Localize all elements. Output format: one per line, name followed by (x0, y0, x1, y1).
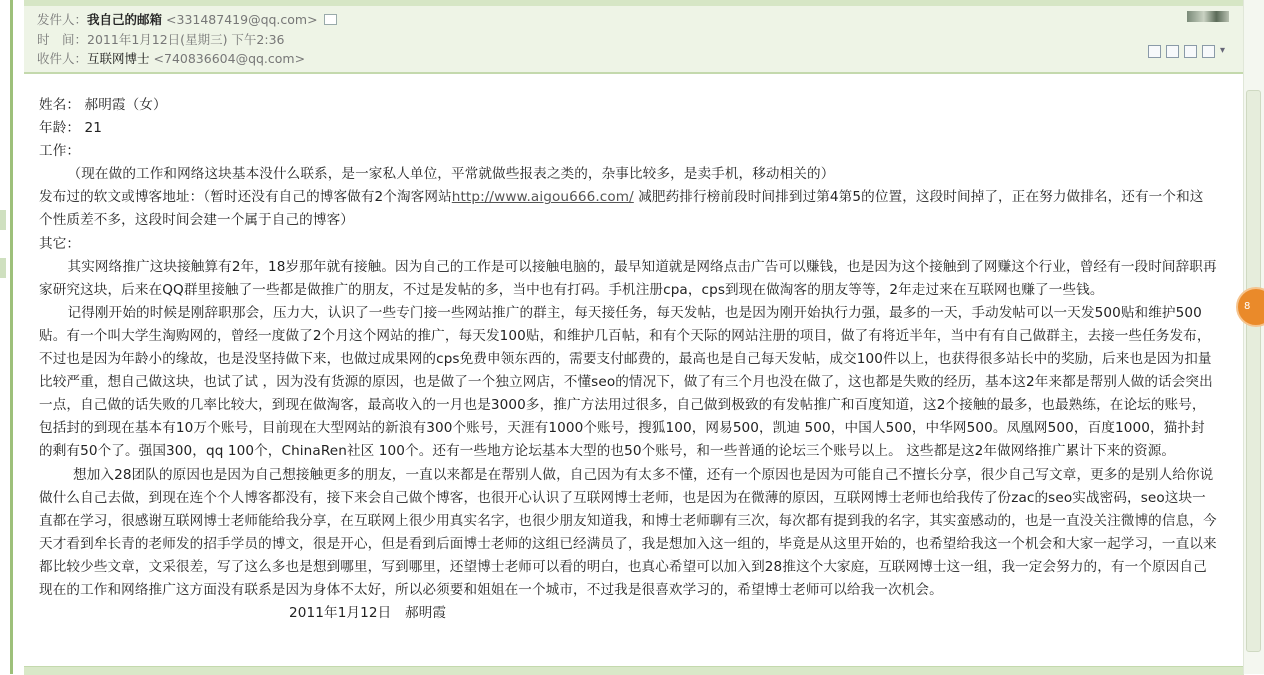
paragraph-motivation: 想加入28团队的原因也是因为自己想接触更多的朋友，一直以来都是在帮别人做，自己因为有太多不懂，还有一个原因也是因为可能自己不擅长分享，很少自己写文章，更多的是别人给你说做什么自己去做，到现在连个个人博客都没有，接下来会自己做个博客，也很开心认识了互联网博士老师，也是因为在微薄的原因，互联网博士老师也给我传了份zac的seo实战密码，seo这块一直都在学习，很感谢互联网博士老师能给我分享，在互联网上很少用真实名字，也很少朋友知道我，和博士老师聊有三次，每次都有提到我的名字，其实蛮感动的，也是一直没关注微博的信息，今天才看到牟长青的老师发的招手学员的博文，很是开心，但是看到后面博士老师的这组已经满员了，我是想加入这一组的，毕竟是从这里开始的，也希望给我这一个机会和大家一起学习，一直以来都比较少些文章，文采很差，写了这么多也是想到哪里，写到哪里，还望博士老师可以看的明白，也真心希望可以加入到28推这个大家庭，互联网博士这一组，我一定会努力的，有一个原因自己现在的工作和网络推广这方面没有联系是因为身体不太好，所以必须要和姐姐在一个城市，不过我是很喜欢学习的，希望博士老师可以给我一次机会。 (39, 466, 1217, 598)
mail-toolbar (1148, 45, 1230, 59)
to-row (37, 50, 305, 68)
sender-avatar[interactable] (1187, 11, 1229, 22)
note-icon[interactable] (1166, 45, 1179, 58)
work-description: （现在做的工作和网络这块基本没什么联系，是一家私人单位，平常就做些报表之类的，杂事比较多，是卖手机，移动相关的） (67, 166, 835, 183)
scrollbar[interactable] (1243, 0, 1264, 674)
time-value: 2011年1月12日(星期三) 下午2:36 (87, 32, 285, 47)
mail-body (39, 94, 1217, 625)
paragraph-experience: 其实网络推广这块接触算有2年，18岁那年就有接触。因为自己的工作是可以接触电脑的，最早知道就是网络点击广告可以赚钱，也是因为这个接触到了网赚这个行业，曾经有一段时间辞职再家研究这块，后来在QQ群里接触了一些都是做推广的朋友，不过是发帖的多，当中也有打码。手机注册cpa，cps到现在做淘客的朋友等等，2年走过来在互联网也赚了一些钱。 (39, 258, 1217, 298)
time-row (37, 31, 284, 49)
name-line: 姓名： 郝明霞（女） (39, 97, 167, 113)
blog-link[interactable]: http://www.aigou666.com/ (451, 189, 634, 206)
other-line: 其它： (39, 235, 81, 252)
from-label: 发件人： (37, 12, 88, 27)
from-address[interactable]: <331487419@qq.com> (166, 12, 318, 27)
contact-card-icon[interactable] (324, 14, 337, 25)
chevron-down-icon[interactable]: ▾ (1220, 45, 1226, 56)
work-line: 工作： (39, 143, 81, 160)
scrollbar-thumb[interactable] (1246, 90, 1261, 652)
from-row (37, 11, 337, 29)
blog-prefix: 发布过的软文或博客地址：（暂时还没有自己的博客做有2个淘客网站 (39, 189, 452, 206)
to-label: 收件人： (37, 51, 88, 66)
new-window-icon[interactable] (1148, 45, 1161, 58)
signature-line: 2011年1月12日 郝明霞 (289, 605, 447, 622)
age-line: 年龄： 21 (39, 120, 102, 137)
floating-badge[interactable]: 8 (1236, 287, 1264, 327)
mail-header (24, 6, 1244, 74)
from-name[interactable]: 我自己的邮箱 (87, 12, 163, 27)
blog-suffix: 减肥药排行榜前段时间排到过第4第5的位置，这段时间掉了，正在努力做排名，还有一个和这个性质差不多，这段时间会建一个属于自己的博客） (39, 189, 1204, 229)
left-rail-tab[interactable] (0, 210, 6, 230)
blog-line (39, 186, 1217, 232)
time-label: 时 间： (37, 32, 88, 47)
to-address[interactable]: <740836604@qq.com> (153, 51, 306, 66)
left-rail-tab[interactable] (0, 258, 6, 278)
print-icon[interactable] (1202, 45, 1215, 58)
paragraph-history: 记得刚开始的时候是刚辞职那会，压力大，认识了一些专门接一些网站推广的群主，每天接任务，每天发帖，也是因为刚开始执行力强，最多的一天，手动发帖可以一天发500贴和维护500贴。有一个叫大学生淘购网的，曾经一度做了2个月这个网站的推广，每天发100贴，和维护几百帖，和有个天际的网站注册的项目，做了有将近半年，当中有有自己做群主，去接一些任务发布，不过也是因为年龄小的缘故，也是没坚持做下来，也做过成果网的cps免费申领东西的，需要支付邮费的，最高也是自己每天发帖，成交100件以上，也获得很多站长中的奖励，后来也是因为扣量比较严重，想自己做这块，也试了试 ，因为没有货源的原因，也是做了一个独立网店，不懂seo的情况下，做了有三个月也没在做了，这也都是失败的经历，基本这2年来都是帮别人做的话会突出一点，自己做的话失败的几率比较大，到现在做淘客，最高收入的一月也是3000多，推广方法用过很多，自己做到极致的有发帖推广和百度知道，这2个接触的最多，也最熟练，在论坛的账号，包括封的到现在基本有10万个账号，目前现在大型网站的新浪有300个账号，天涯有1000个账号，搜狐100，网易500，凯迪 500，中国人500，中华网500。凤凰网500，百度1000，猫扑封的剩有50个了。强国300，qq 100个，ChinaRen社区 100个。还有一些地方论坛基本大型的也50个账号，和一些普通的论坛三个账号以上。 这些都是这2年做网络推广累计下来的资源。 (39, 304, 1213, 460)
export-icon[interactable] (1184, 45, 1197, 58)
left-rail-line (10, 0, 13, 674)
left-rail (0, 0, 24, 674)
to-name[interactable]: 互联网博士 (87, 51, 150, 66)
